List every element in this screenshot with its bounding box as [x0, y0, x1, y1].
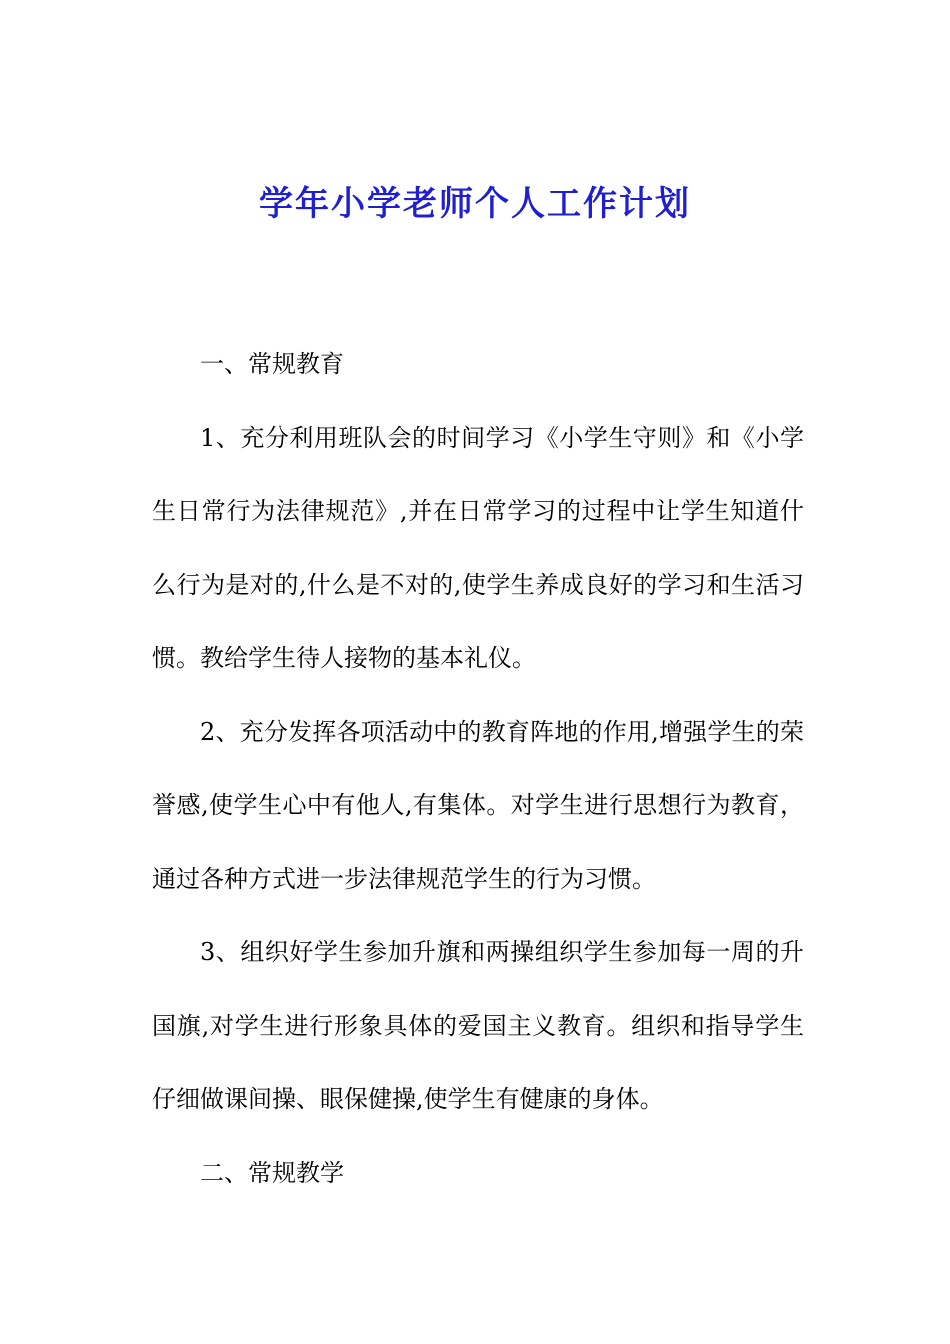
paragraph-2: 2、充分发挥各项活动中的教育阵地的作用,增强学生的荣誉感,使学生心中有他人,有集体。对学生进行思想行为教育，通过各种方式进一步法律规范学生的行为习惯。 — [152, 717, 804, 893]
paragraph-3: 3、组织好学生参加升旗和两操组织学生参加每一周的升国旗,对学生进行形象具体的爱国主义教育。组织和指导学生仔细做课间操、眼保健操,使学生有健康的身体。 — [152, 938, 804, 1113]
document-body — [152, 328, 804, 1210]
paragraph-1: 1、充分利用班队会的时间学习《小学生守则》和《小学生日常行为法律规范》,并在日常学习的过程中让学生知道什么行为是对的,什么是不对的,使学生养成良好的学习和生活习惯。教给学生待人接物的基本礼仪。 — [152, 423, 804, 672]
section-heading-1: 一、常规教育 — [200, 350, 344, 378]
section-heading-2: 二、常规教学 — [200, 1158, 344, 1187]
document-title: 学年小学老师个人工作计划 — [259, 184, 691, 224]
